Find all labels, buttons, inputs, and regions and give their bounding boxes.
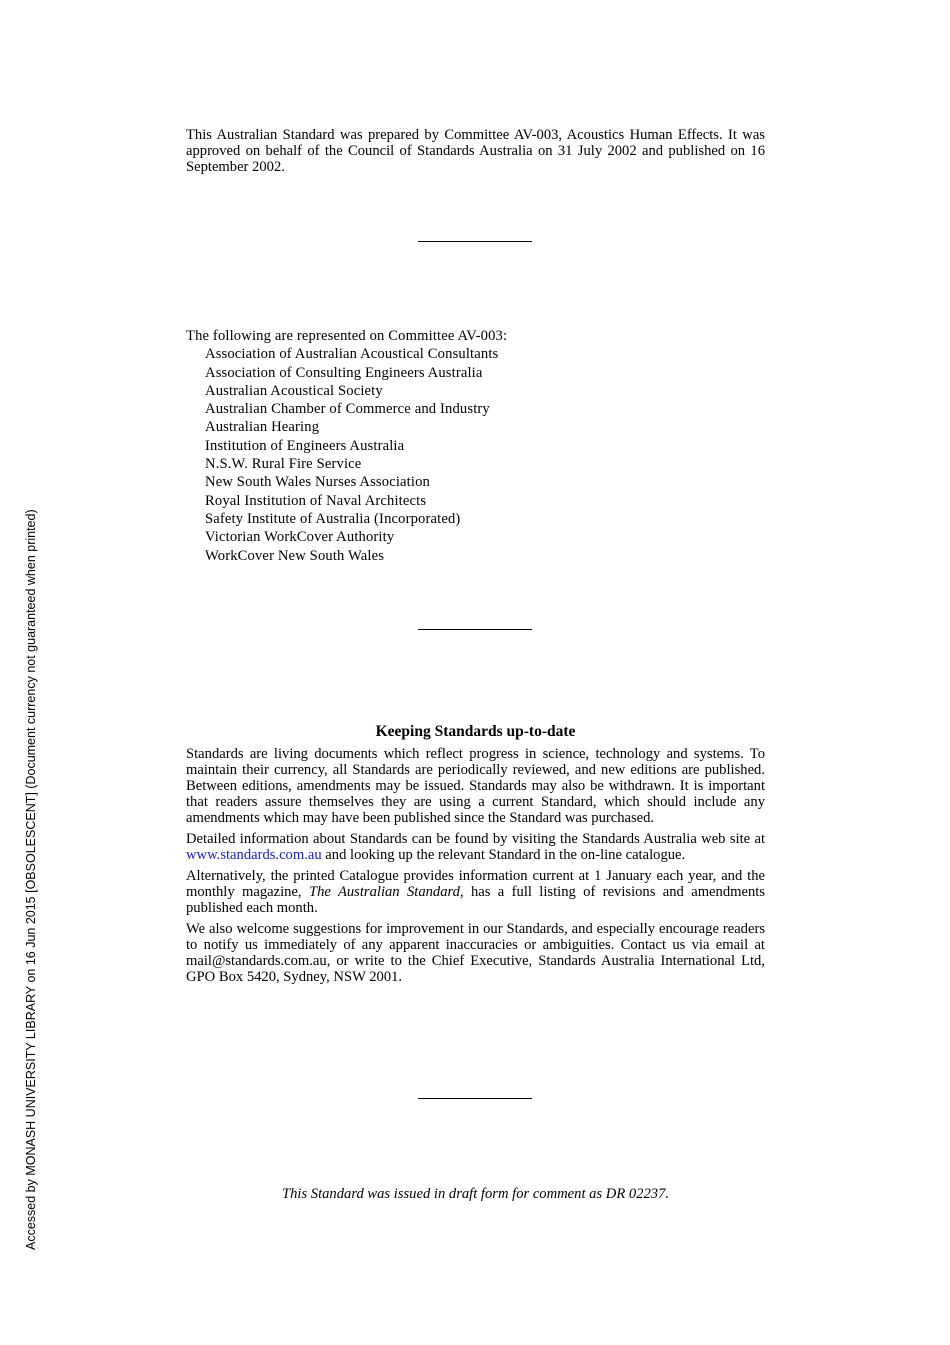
paragraph-text: , has a full listing of revisions and amendments published each month. bbox=[186, 884, 765, 916]
keeping-standards-body bbox=[186, 746, 765, 990]
committee-member: WorkCover New South Wales bbox=[205, 547, 385, 564]
draft-note: This Standard was issued in draft form for comment as DR 02237. bbox=[281, 1186, 670, 1202]
standards-website-link[interactable]: www.standards.com.au bbox=[186, 847, 322, 863]
paragraph-text: Detailed information about Standards can be found by visiting the Standards Australia web site at bbox=[186, 831, 765, 847]
paragraph-catalogue bbox=[186, 868, 765, 916]
committee-member: Royal Institution of Naval Architects bbox=[205, 492, 427, 509]
preparation-statement: This Australian Standard was prepared by Committee AV-003, Acoustics Human Effects. It was approved on behalf of the Council of Standards Australia on 31 July 2002 and published on 16 September 2002. bbox=[186, 127, 765, 175]
committee-section bbox=[186, 327, 765, 565]
committee-heading: The following are represented on Committee AV-003: bbox=[186, 328, 508, 344]
committee-member: New South Wales Nurses Association bbox=[205, 474, 430, 491]
paragraph-text: Alternatively, the printed Catalogue provides information current at 1 January each year, and the monthly magazine, bbox=[186, 868, 765, 900]
committee-member-list bbox=[186, 345, 765, 565]
committee-member: Australian Chamber of Commerce and Industry bbox=[205, 401, 490, 418]
committee-member: Australian Hearing bbox=[205, 419, 320, 436]
magazine-title: The Australian Standard bbox=[308, 884, 460, 900]
section-divider-1 bbox=[418, 241, 532, 242]
committee-member: N.S.W. Rural Fire Service bbox=[205, 456, 362, 473]
paragraph-text: and looking up the relevant Standard in the on-line catalogue. bbox=[321, 847, 686, 863]
committee-member: Australian Acoustical Society bbox=[205, 382, 383, 399]
committee-member: Association of Consulting Engineers Australia bbox=[205, 364, 483, 381]
paragraph-living-documents: Standards are living documents which reflect progress in science, technology and systems. To maintain their currency, all Standards are periodically reviewed, and new editions are published. Between editions, amendments may be issued. Standards may also be withdrawn. It is important that readers assure themselves they are using a current Standard, which should include any amendments which may have been published since the Standard was purchased. bbox=[186, 746, 765, 826]
keeping-standards-heading: Keeping Standards up-to-date bbox=[375, 723, 576, 740]
access-watermark: Accessed by MONASH UNIVERSITY LIBRARY on 16 Jun 2015 [OBSOLESCENT] (Document currency not guaranteed when printed) bbox=[24, 509, 38, 1250]
paragraph-web-site bbox=[186, 831, 765, 863]
committee-member: Association of Australian Acoustical Consultants bbox=[205, 346, 499, 363]
committee-member: Safety Institute of Australia (Incorporated) bbox=[205, 510, 461, 527]
section-divider-2 bbox=[418, 629, 532, 630]
section-divider-3 bbox=[418, 1098, 532, 1099]
committee-member: Institution of Engineers Australia bbox=[205, 437, 405, 454]
paragraph-suggestions: We also welcome suggestions for improvement in our Standards, and especially encourage readers to notify us immediately of any apparent inaccuracies or ambiguities. Contact us via email at mail@standards.com.au, or write to the Chief Executive, Standards Australia International Ltd, GPO Box 5420, Sydney, NSW 2001. bbox=[186, 921, 765, 985]
committee-member: Victorian WorkCover Authority bbox=[205, 529, 395, 546]
